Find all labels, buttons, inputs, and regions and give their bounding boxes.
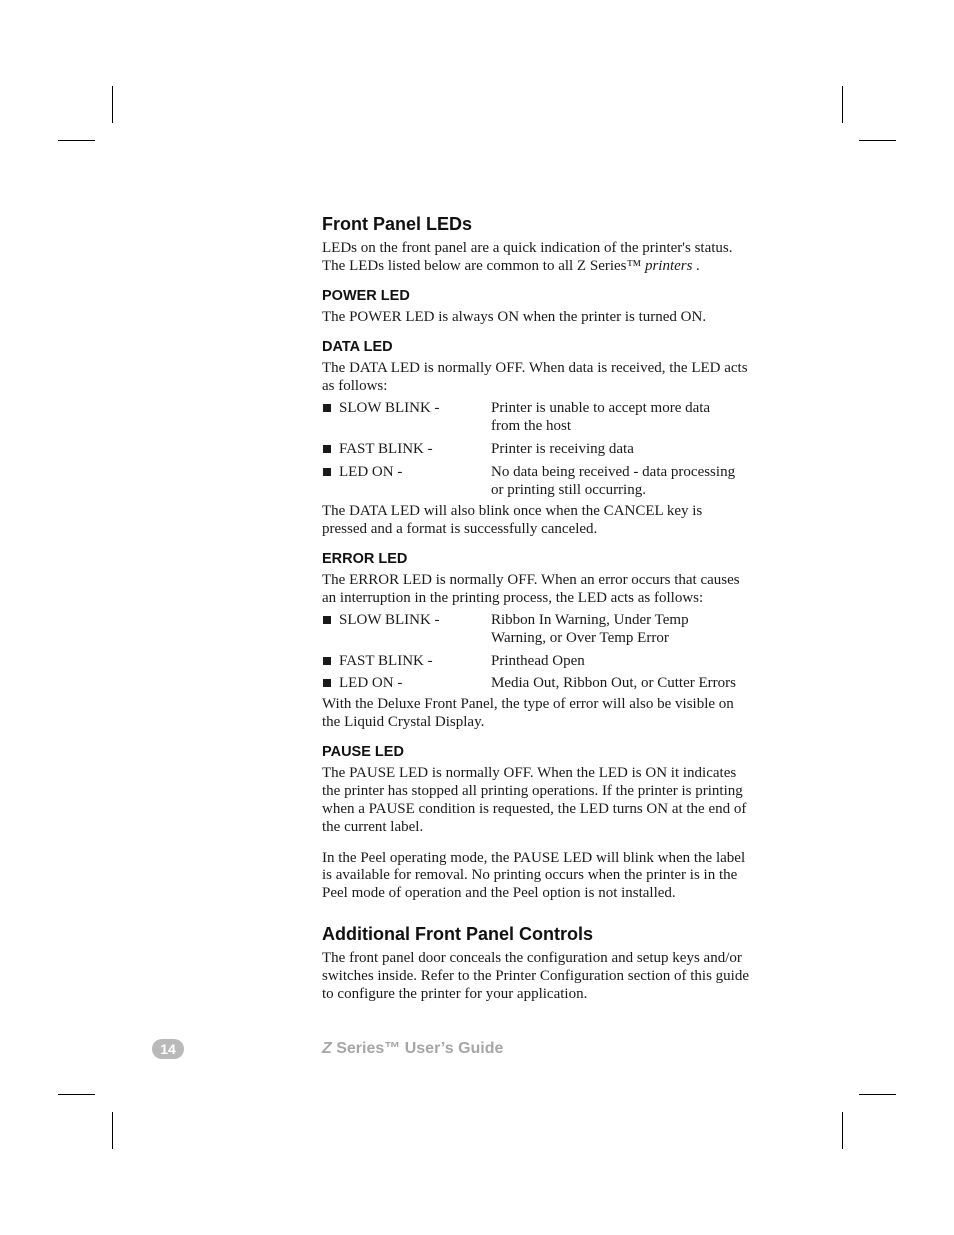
bullet-term: SLOW BLINK -	[339, 612, 440, 628]
page-number-badge: 14	[152, 1039, 184, 1059]
crop-mark-top-left-horizontal	[58, 140, 95, 141]
additional-controls-line3: to configure the printer for your application.	[322, 986, 588, 1002]
list-item	[322, 611, 782, 647]
crop-mark-bottom-left-vertical	[112, 1112, 113, 1149]
bullet-description-line1: Printer is receiving data	[491, 441, 634, 457]
bullet-square	[323, 657, 331, 665]
footer-title-rest: Series™ User’s Guide	[336, 1040, 504, 1057]
bullet-description-line1: Ribbon In Warning, Under Temp	[491, 612, 689, 628]
power-led-text: The POWER LED is always ON when the printer is turned ON.	[322, 309, 707, 325]
bullet-term: FAST BLINK -	[339, 653, 433, 669]
bullet-description-line2: Warning, or Over Temp Error	[491, 630, 669, 646]
error-led-heading: ERROR LED	[322, 551, 408, 567]
bullet-square	[323, 679, 331, 687]
bullet-description-line1: No data being received - data processing	[491, 464, 736, 480]
bullet-square	[323, 468, 331, 476]
crop-mark-top-right-vertical	[842, 86, 843, 123]
bullet-description-line1: Printhead Open	[491, 653, 585, 669]
additional-controls-line2: switches inside. Refer to the Printer Configuration section of this guide	[322, 968, 750, 984]
data-led-heading: DATA LED	[322, 339, 393, 355]
pause-led-p1-line3: when a PAUSE condition is requested, the LED turns ON at the end of	[322, 801, 747, 817]
list-item	[322, 463, 782, 499]
intro-line2-italic: printers .	[644, 258, 700, 274]
crop-mark-bottom-left-horizontal	[58, 1094, 95, 1095]
bullet-term: LED ON -	[339, 675, 403, 691]
power-led-heading: POWER LED	[322, 288, 410, 304]
crop-mark-bottom-right-vertical	[842, 1112, 843, 1149]
bullet-term: FAST BLINK -	[339, 441, 433, 457]
footer-title-z: Z	[322, 1040, 332, 1057]
bullet-description-line2: or printing still occurring.	[491, 482, 646, 498]
bullet-square	[323, 445, 331, 453]
footer-guide-title	[322, 1039, 503, 1059]
data-led-intro-line1: The DATA LED is normally OFF. When data is received, the LED acts	[322, 360, 748, 376]
additional-controls-line1: The front panel door conceals the configuration and setup keys and/or	[322, 950, 742, 966]
intro-line2-text: The LEDs listed below are common to all Z Series™	[322, 258, 642, 274]
list-item	[322, 440, 782, 458]
list-item	[322, 674, 782, 692]
data-led-note-line1: The DATA LED will also blink once when the CANCEL key is	[322, 503, 703, 519]
front-panel-leds-intro-line2	[322, 257, 700, 275]
error-led-intro-line2: an interruption in the printing process, the LED acts as follows:	[322, 590, 704, 606]
error-led-note-line2: the Liquid Crystal Display.	[322, 714, 485, 730]
pause-led-p1-line4: the current label.	[322, 819, 424, 835]
list-item	[322, 652, 782, 670]
front-panel-leds-heading: Front Panel LEDs	[322, 214, 473, 234]
pause-led-p1-line2: the printer has stopped all printing operations. If the printer is printing	[322, 783, 743, 799]
bullet-description-line2: from the host	[491, 418, 571, 434]
pause-led-heading: PAUSE LED	[322, 744, 404, 760]
error-led-note-line1: With the Deluxe Front Panel, the type of error will also be visible on	[322, 696, 734, 712]
pause-led-p2-line2: is available for removal. No printing occurs when the printer is in the	[322, 867, 738, 883]
error-led-intro-line1: The ERROR LED is normally OFF. When an error occurs that causes	[322, 572, 740, 588]
front-panel-leds-intro-line1: LEDs on the front panel are a quick indication of the printer's status.	[322, 240, 733, 256]
crop-mark-top-right-horizontal	[859, 140, 896, 141]
pause-led-p2-line1: In the Peel operating mode, the PAUSE LED will blink when the label	[322, 850, 746, 866]
bullet-description-line1: Printer is unable to accept more data	[491, 400, 711, 416]
bullet-square	[323, 616, 331, 624]
pause-led-p2-line3: Peel mode of operation and the Peel option is not installed.	[322, 885, 676, 901]
additional-controls-heading: Additional Front Panel Controls	[322, 924, 593, 944]
crop-mark-top-left-vertical	[112, 86, 113, 123]
crop-mark-bottom-right-horizontal	[859, 1094, 896, 1095]
bullet-description-line1: Media Out, Ribbon Out, or Cutter Errors	[491, 675, 736, 691]
pause-led-p1-line1: The PAUSE LED is normally OFF. When the LED is ON it indicates	[322, 765, 737, 781]
bullet-square	[323, 404, 331, 412]
data-led-note-line2: pressed and a format is successfully canceled.	[322, 521, 598, 537]
bullet-term: SLOW BLINK -	[339, 400, 440, 416]
bullet-term: LED ON -	[339, 464, 403, 480]
list-item	[322, 399, 782, 435]
data-led-intro-line2: as follows:	[322, 378, 388, 394]
